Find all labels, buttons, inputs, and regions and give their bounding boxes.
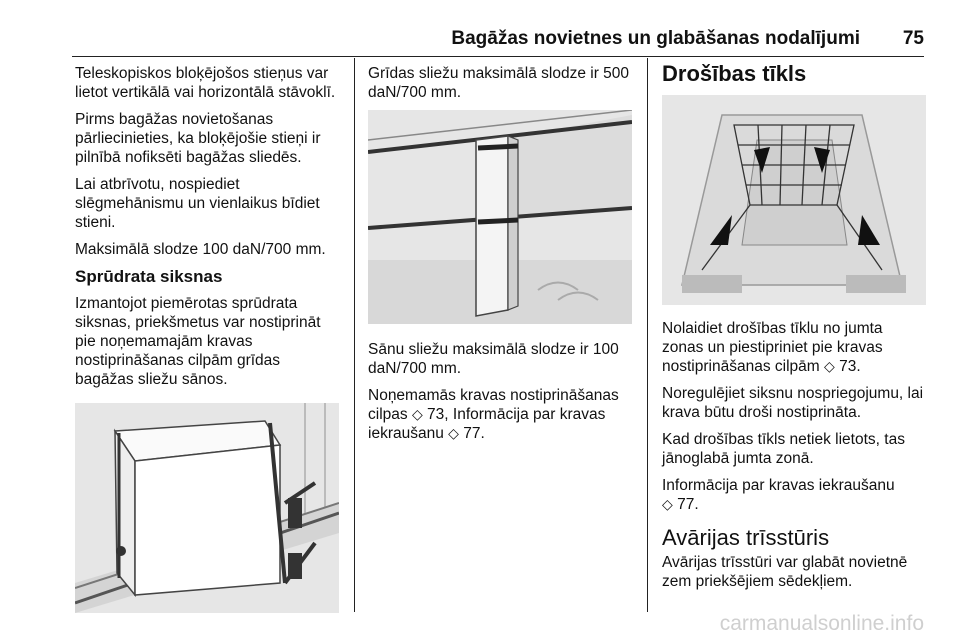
column-1: [75, 64, 341, 613]
header-rule: [72, 56, 924, 57]
column-2: [368, 64, 633, 451]
paragraph: Pirms bagāžas novietošanas pārliecinieties, ka bloķējošie stieņi ir pilnībā nofiksēti bagāžas sliedēs.: [75, 111, 321, 166]
page-reference-link[interactable]: 77: [463, 425, 481, 442]
page-reference-arrow-icon: ◇: [411, 406, 423, 422]
ratchet-strap-illustration: [75, 403, 339, 613]
paragraph: Informācija par kravas iekraušanu ◇ 77.: [662, 477, 895, 513]
page-reference-link[interactable]: 73: [839, 358, 857, 375]
section-heading: Sprūdrata siksnas: [75, 267, 223, 286]
column-3: [662, 61, 928, 599]
column-divider: [647, 58, 648, 612]
paragraph: Nolaidiet drošības tīklu no jumta zonas un piestipriniet pie kravas nostiprināšanas cilpām ◇ 73.: [662, 320, 883, 375]
watermark: carmanualsonline.info: [719, 612, 924, 635]
safety-net-illustration: [662, 95, 926, 305]
paragraph: Kad drošības tīkls netiek lietots, tas jānoglabā jumta zonā.: [662, 431, 905, 467]
paragraph: Noregulējiet siksnu nospriegojumu, lai krava būtu droši nostiprināta.: [662, 385, 924, 421]
page-reference-link[interactable]: 73: [427, 406, 445, 423]
page-reference-arrow-icon: ◇: [448, 425, 459, 441]
paragraph: Teleskopiskos bloķējošos stieņus var lietot vertikālā vai horizontālā stāvoklī.: [75, 65, 336, 101]
cargo-rail-illustration: [368, 110, 632, 324]
paragraph: Izmantojot piemērotas sprūdrata siksnas, priekšmetus var nostiprināt pie noņemamajām kravas nostiprināšanas cilpām grīdas bagāžas sliežu sānos.: [75, 295, 321, 388]
page-number: 75: [902, 28, 924, 49]
paragraph: Avārijas trīsstūri var glabāt novietnē zem priekšējiem sēdekļiem.: [662, 554, 908, 590]
paragraph: Maksimālā slodze 100 daN/700 mm.: [75, 241, 326, 258]
paragraph: Noņemamās kravas nostiprināšanas cilpas ◇ 73, Informācija par kravas iekraušanu ◇ 77.: [368, 387, 619, 442]
page-reference-arrow-icon: ◇: [823, 358, 835, 374]
section-heading: Drošības tīkls: [662, 61, 807, 86]
paragraph: Sānu sliežu maksimālā slodze ir 100 daN/700 mm.: [368, 341, 619, 377]
section-heading: Avārijas trīsstūris: [662, 525, 830, 550]
column-divider: [354, 58, 355, 612]
paragraph: Grīdas sliežu maksimālā slodze ir 500 daN/700 mm.: [368, 65, 630, 101]
page-reference-arrow-icon: ◇: [662, 496, 673, 512]
page-reference-link[interactable]: 77: [677, 496, 695, 513]
page-title: Bagāžas novietnes un glabāšanas nodalījumi: [451, 28, 860, 49]
page-header: [0, 0, 960, 56]
paragraph: Lai atbrīvotu, nospiediet slēgmehānismu un vienlaikus bīdiet stieni.: [75, 176, 320, 231]
